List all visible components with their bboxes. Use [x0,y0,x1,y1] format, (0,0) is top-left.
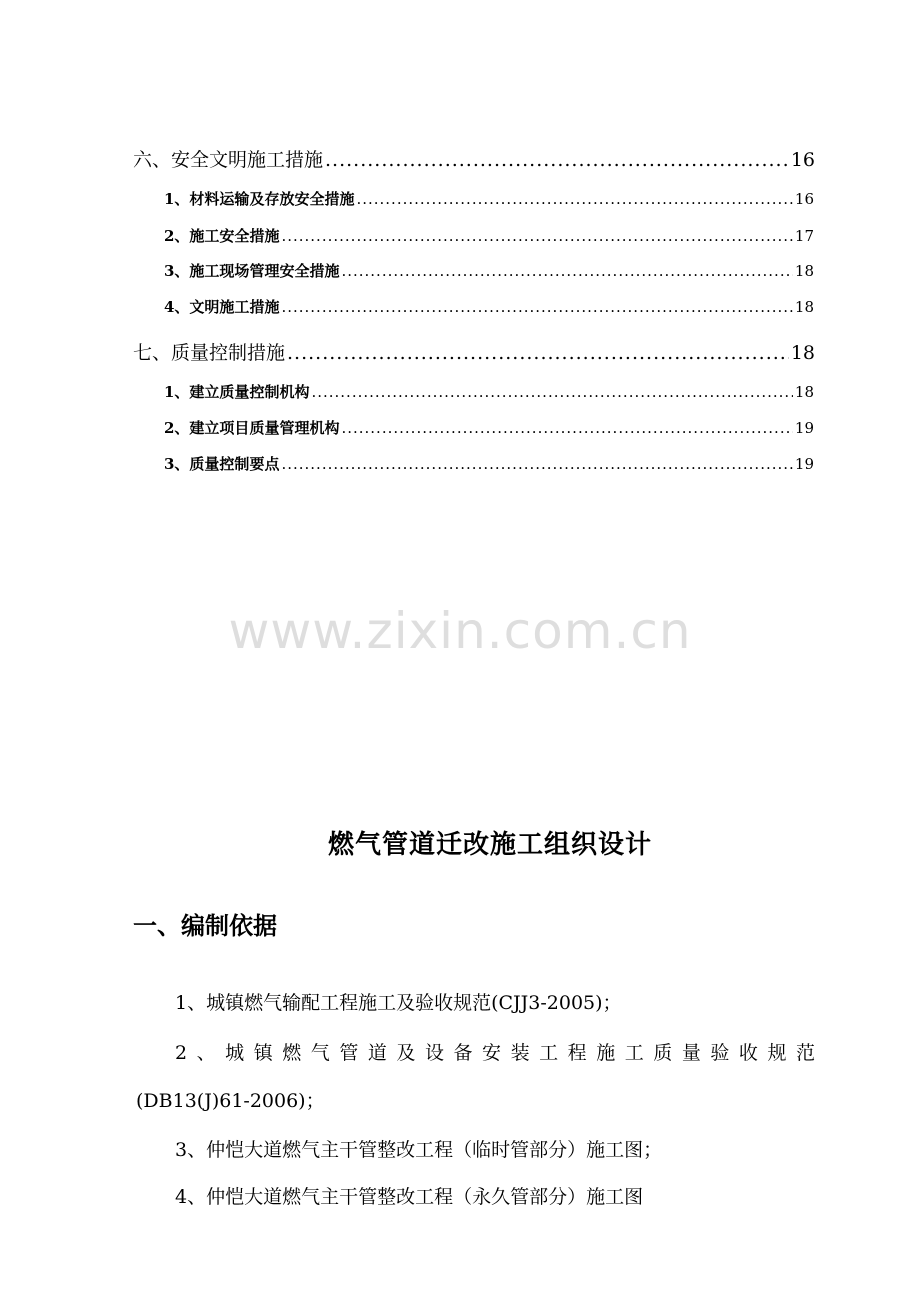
toc-entry[interactable] [164,417,814,438]
reference-item: 1、城镇燃气输配工程施工及验收规范(CJJ3-2005)； [175,992,622,1014]
toc-entry-label: 3、质量控制要点 [164,455,280,473]
toc-entry-label: 六、安全文明施工措施 [133,149,324,171]
toc-entry-page: 17 [794,227,814,245]
toc-entry[interactable] [164,453,814,474]
reference-item-continuation: (DB13(J)61-2006)； [136,1090,325,1112]
toc-entry-label: 1、材料运输及存放安全措施 [164,190,355,208]
toc-leader-dots [341,262,792,280]
toc-entry[interactable] [164,188,814,209]
toc-entry-label: 1、建立质量控制机构 [164,383,310,401]
toc-entry[interactable] [164,260,814,281]
toc-leader-dots [356,190,792,208]
toc-entry-label: 3、施工现场管理安全措施 [164,262,340,280]
toc-entry-page: 18 [790,342,815,364]
toc-entry-page: 18 [794,383,814,401]
toc-leader-dots [281,455,792,473]
toc-entry-page: 16 [790,149,815,171]
toc-entry-page: 16 [794,190,814,208]
toc-leader-dots [311,383,792,401]
toc-entry-page: 19 [794,419,814,437]
toc-entry-label: 七、质量控制措施 [133,342,286,364]
toc-entry[interactable] [164,381,814,402]
reference-item: 2、城镇燃气管道及设备安装工程施工质量验收规范 [175,1042,815,1064]
toc-leader-dots [325,149,789,172]
toc-entry[interactable] [164,296,814,317]
reference-item: 4、仲恺大道燃气主干管整改工程（永久管部分）施工图 [175,1186,644,1208]
toc-leader-dots [281,227,792,245]
toc-leader-dots [341,419,792,437]
reference-item: 3、仲恺大道燃气主干管整改工程（临时管部分）施工图； [175,1139,663,1161]
toc-entry[interactable] [133,145,815,172]
toc-entry-label: 4、文明施工措施 [164,298,280,316]
document-title: 燃气管道迁改施工组织设计 [327,830,652,860]
toc-entry-page: 19 [794,455,814,473]
toc-entry-page: 18 [794,298,814,316]
toc-entry[interactable] [164,225,814,246]
toc-entry-label: 2、施工安全措施 [164,227,280,245]
toc-leader-dots [287,342,789,365]
watermark: www.zixin.com.cn [228,602,692,660]
toc-entry-page: 18 [794,262,814,280]
section-heading: 一、编制依据 [133,911,277,940]
toc-leader-dots [281,298,792,316]
toc-entry-label: 2、建立项目质量管理机构 [164,419,340,437]
toc-entry[interactable] [133,338,815,365]
